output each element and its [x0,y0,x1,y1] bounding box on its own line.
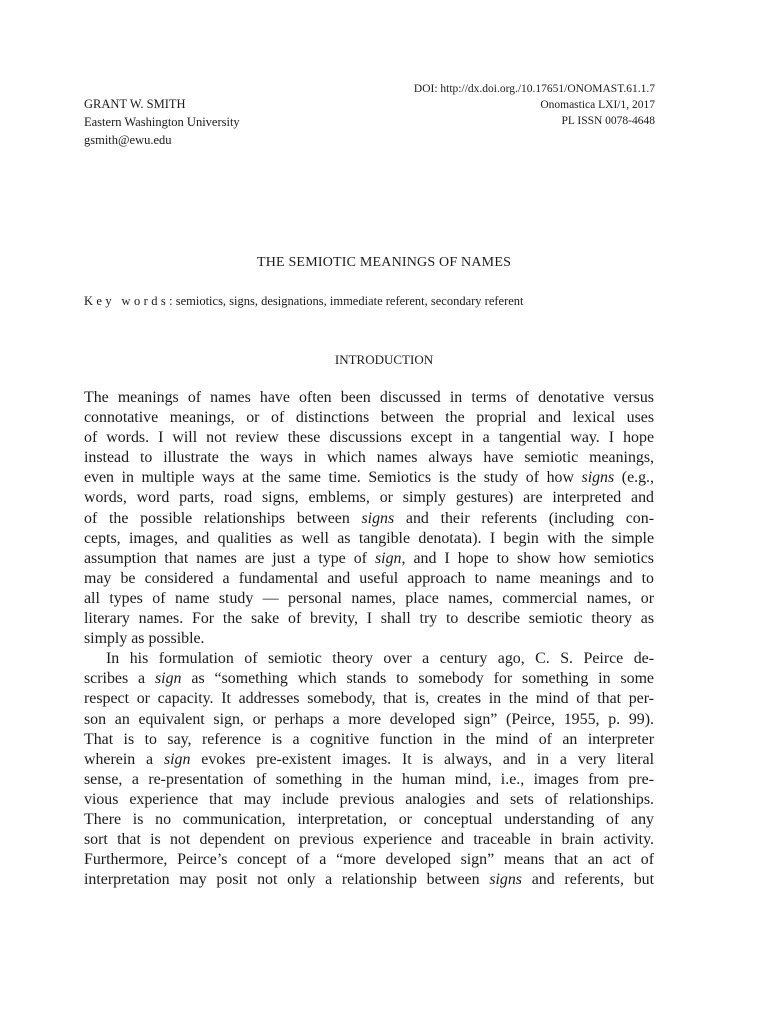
text-line: son an equivalent sign, or perhaps a more developed sign” (Peirce, 1955, p. 99). [84,710,654,728]
text-line: In his formulation of semiotic theory over a century ago, C. S. Peirce de- [106,650,654,668]
text-line: of the possible relationships between signs and their referents (including con- [84,509,654,527]
keywords-line [84,294,524,309]
text-line: literary names. For the sake of brevity, I shall try to describe semiotic theory as [84,610,654,628]
author-affiliation: Eastern Washington University [84,115,240,129]
text-line: The meanings of names have often been discussed in terms of denotative versus [84,389,654,406]
paragraph [84,649,654,890]
text-line: words, word parts, road signs, emblems, or simply gestures) are interpreted and [84,489,654,507]
section-heading: INTRODUCTION [334,352,434,367]
author-name: GRANT W. SMITH [84,97,186,111]
keywords-list: semiotics, signs, designations, immediate referent, secondary referent [175,294,524,308]
italic-term: signs [489,871,522,889]
article-title: THE SEMIOTIC MEANINGS OF NAMES [256,255,512,270]
italic-term: sign [374,549,402,567]
text-line: instead to illustrate the ways in which names always have semiotic meanings, [84,449,654,467]
text-line: interpretation may posit not only a relationship between signs and referents, but [84,871,655,889]
body-text [84,388,654,890]
text-line: connotative meanings, or of distinctions between the proprial and lexical uses [84,409,654,427]
italic-term: signs [361,509,395,527]
text-line: vious experience that may include previous analogies and sets of relationships. [84,790,654,808]
text-line: Furthermore, Peirce’s concept of a “more developed sign” means that an act of [84,851,654,869]
text-line: of words. I will not review these discussions except in a tangential way. I hope [84,429,654,447]
text-line: That is to say, reference is a cognitive function in the mind of an interpreter [84,730,654,748]
italic-term: sign [155,670,182,688]
italic-term: sign [163,750,191,768]
text-line: There is no communication, interpretation, or conceptual understanding of any [84,810,654,828]
paragraph [84,388,654,649]
text-line: all types of name study — personal names, place names, commercial names, or [84,589,654,607]
text-line: simply as possible. [84,630,205,648]
text-line: wherein a sign evokes pre-existent images. It is always, and in a very literal [84,750,654,768]
author-block [84,95,240,149]
doi-line: DOI: http://dx.doi.org./10.17651/ONOMAST.61.1.7 [413,83,655,95]
text-line: sense, a re-presentation of something in the human mind, i.e., images from pre- [84,770,654,788]
publication-info [414,81,655,129]
text-line: even in multiple ways at the same time. Semiotics is the study of how signs (e.g., [84,469,654,487]
keywords-colon: : [169,294,173,308]
italic-term: signs [581,469,615,487]
text-line: scribes a sign as “something which stands to somebody for something in some [84,670,654,688]
keywords-label: Key words [84,294,170,308]
text-line: assumption that names are just a type of sign, and I hope to show how semiotics [84,549,654,567]
author-email: gsmith@ewu.edu [84,133,172,147]
text-line: may be considered a fundamental and useful approach to name meanings and to [84,569,654,587]
journal-line: Onomastica LXI/1, 2017 [540,99,655,111]
issn-line: PL ISSN 0078-4648 [561,115,655,127]
text-line: sort that is not dependent on previous experience and traceable in brain activity. [84,831,654,849]
text-line: respect or capacity. It addresses somebody, that is, creates in the mind of that per- [84,690,654,708]
text-line: cepts, images, and qualities as well as tangible denotata). I begin with the simple [84,529,654,547]
